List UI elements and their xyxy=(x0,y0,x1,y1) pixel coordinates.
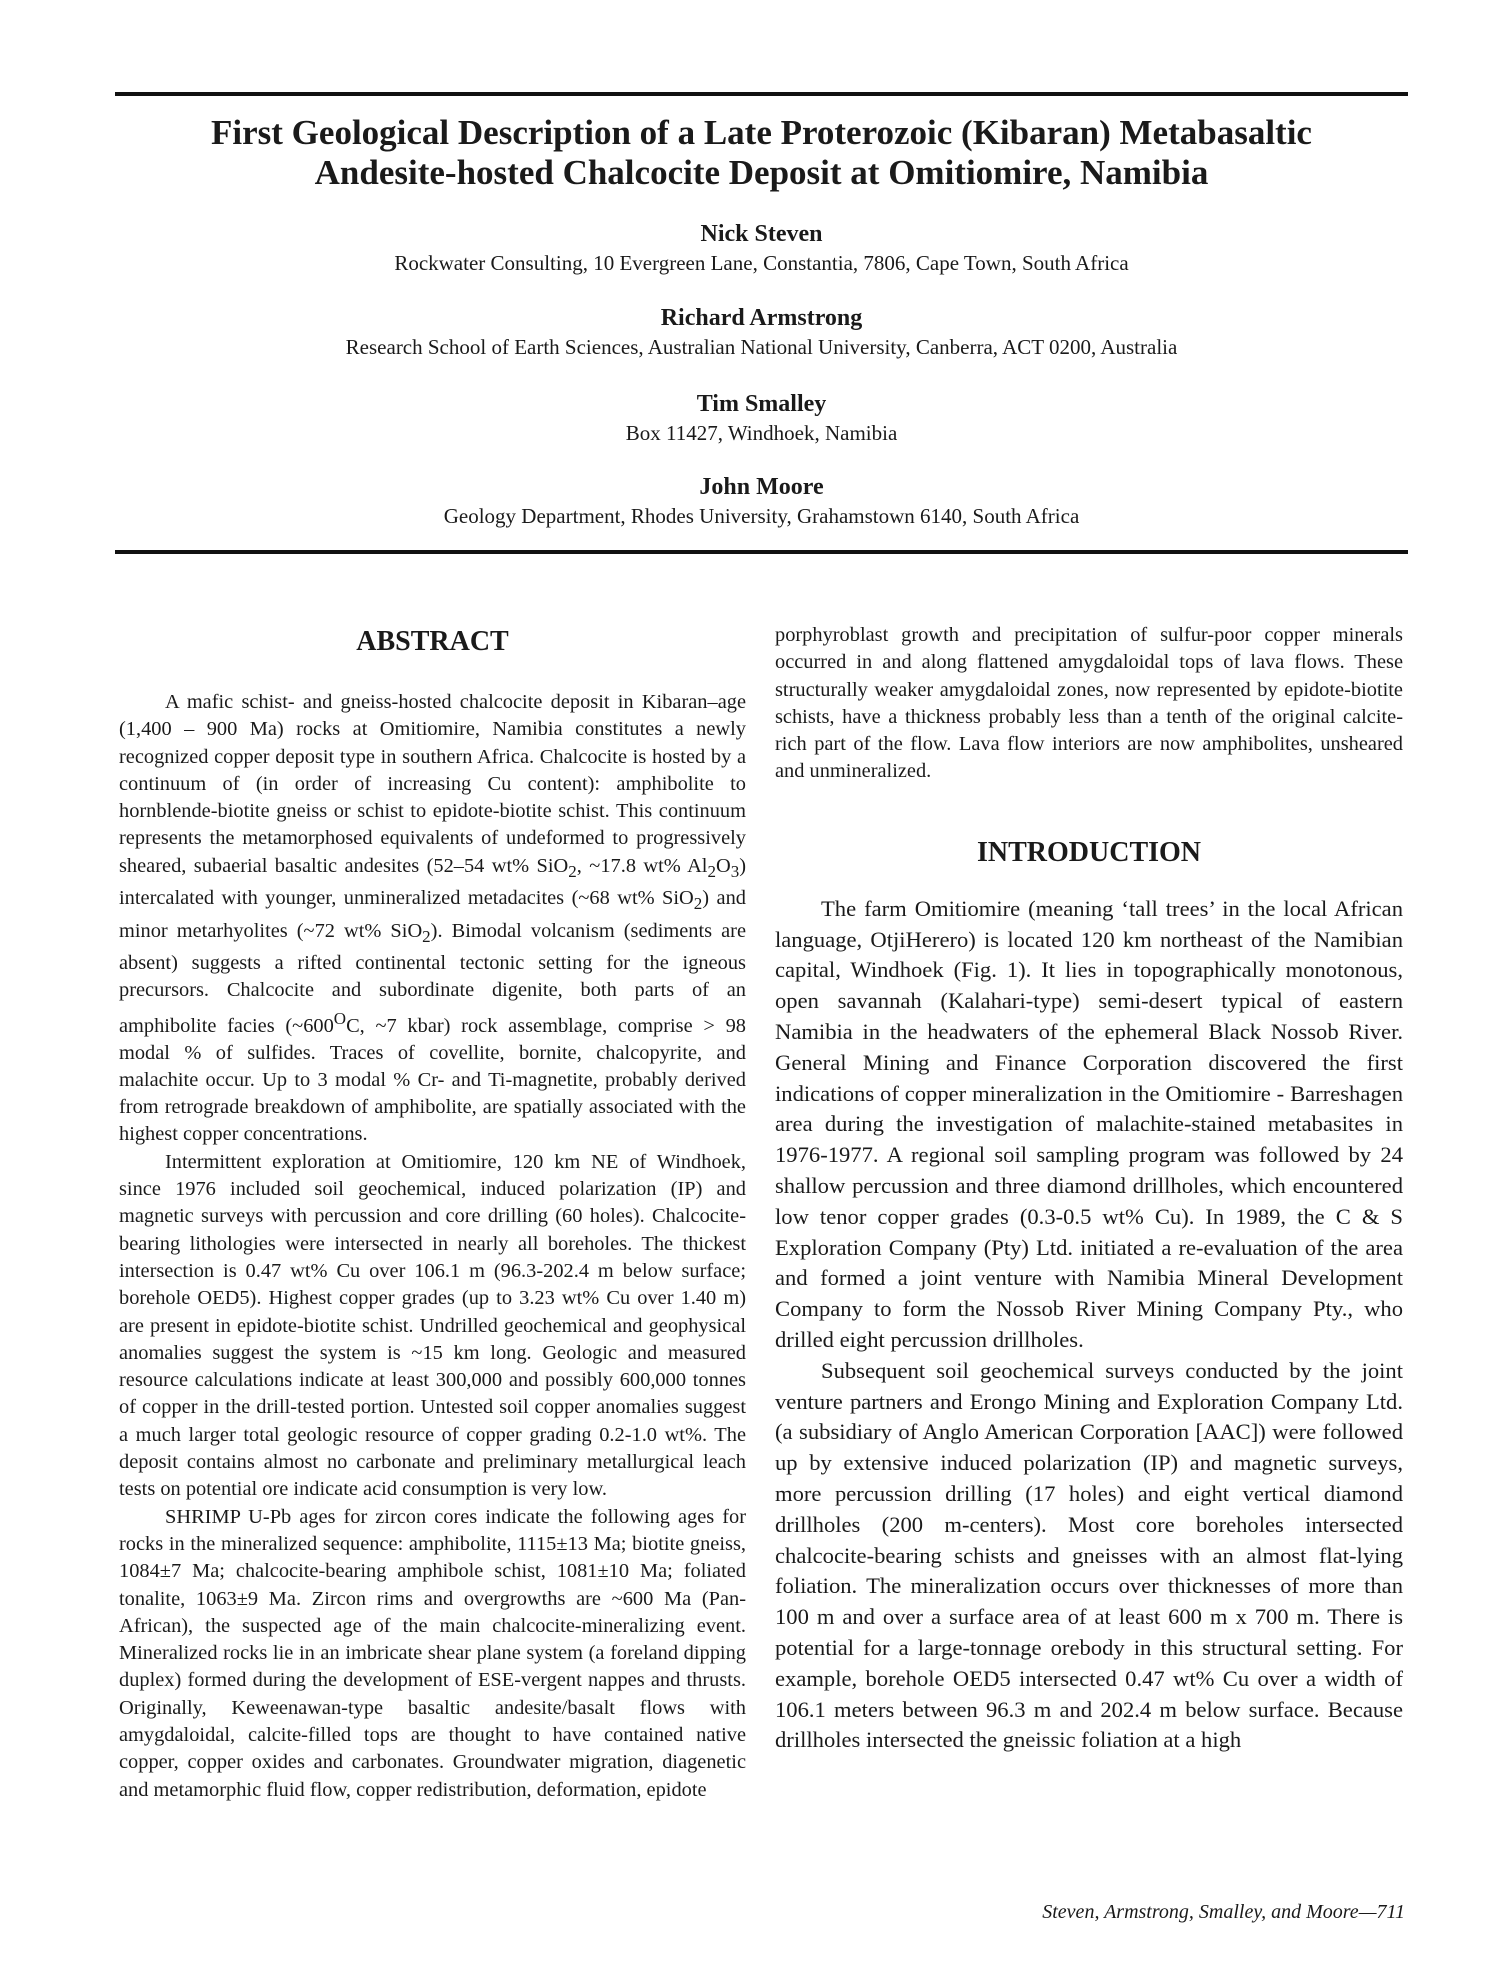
subscript: 3 xyxy=(730,861,740,881)
author-affiliation: Box 11427, Windhoek, Namibia xyxy=(625,421,898,445)
page-footer: Steven, Armstrong, Smalley, and Moore—711 xyxy=(1042,1901,1405,1923)
author-affiliation: Research School of Earth Sciences, Australian National University, Canberra, ACT 0200, Australia xyxy=(345,335,1178,359)
subscript: 2 xyxy=(568,861,577,881)
text-run: ) intercalated with younger, unmineralized metadacites (~68 wt% SiO xyxy=(119,854,746,910)
subscript: 2 xyxy=(693,894,703,914)
author-affiliation: Geology Department, Rhodes University, Grahamstown 6140, South Africa xyxy=(443,504,1080,528)
left-column xyxy=(119,621,746,1804)
author-name: Tim Smalley xyxy=(696,391,827,417)
header-bottom-rule xyxy=(115,550,1408,554)
superscript: O xyxy=(333,1008,347,1028)
author-name: John Moore xyxy=(699,474,824,500)
introduction-paragraph-1: The farm Omitiomire (meaning ‘tall trees’ in the local African language, OtjiHerero) is located 120 km northeast of the Namibian capital, Windhoek (Fig. 1). It lies in topographically monotonous, open savannah (Kalahari-type) semi-desert typical of eastern Namibia in the headwaters of the ephemeral Black Nossob River. General Mining and Finance Corporation discovered the first indications of copper mineralization in the Omitiomire - Barreshagen area during the investigation of malachite-stained metabasites in 1976-1977. A regional soil sampling program was followed by 24 shallow percussion and three diamond drillholes, which encountered low tenor copper grades (0.3-0.5 wt% Cu). In 1989, the C & S Exploration Company (Pty) Ltd. initiated a re-evaluation of the area and formed a joint venture with Namibia Mineral Development Company to form the Nossob River Mining Company Pty., who drilled eight percussion drillholes. xyxy=(775,895,1403,1352)
top-rule xyxy=(115,92,1408,96)
text-run: , ~17.8 wt% Al xyxy=(576,854,708,877)
author-block xyxy=(115,303,1408,361)
text-run: ) and minor metarhyolites (~72 wt% SiO xyxy=(119,887,746,942)
title-line-1: First Geological Description of a Late Proterozoic (Kibaran) Metabasaltic xyxy=(211,113,1312,152)
subscript: 2 xyxy=(422,926,431,946)
paper-title xyxy=(115,113,1408,193)
abstract-paragraph-1 xyxy=(119,689,746,1149)
author-name: Richard Armstrong xyxy=(660,305,863,331)
page-number: 711 xyxy=(1376,1901,1405,1923)
text-run: C, ~7 kbar) rock assemblage, comprise > 98 modal % of sulfides. Traces of covellite, bornite, chalcopyrite, and malachite occur. Up to 3 modal % Cr- and Ti-magnetite, probably derived from retrograde breakdown of amphibolite, are spatially associated with the highest copper concentrations. xyxy=(119,1014,746,1146)
introduction-paragraph-2: Subsequent soil geochemical surveys conducted by the joint venture partners and Erongo Mining and Exploration Company Ltd. (a subsidiary of Anglo American Corporation [AAC]) were followed up by extensive induced polarization (IP) and magnetic surveys, more percussion drilling (17 holes) and eight vertical diamond drillholes (200 m-centers). Most core boreholes intersected chalcocite-bearing schists and gneisses with an almost flat-lying foliation. The mineralization occurs over thicknesses of more than 100 m and over a surface area of at least 600 m x 700 m. There is potential for a large-tonnage orebody in this structural setting. For example, borehole OED5 intersected 0.47 wt% Cu over a width of 106.1 meters between 96.3 m and 202.4 m below surface. Because drillholes intersected the gneissic foliation at a high xyxy=(775,1357,1403,1753)
author-affiliation: Rockwater Consulting, 10 Evergreen Lane, Constantia, 7806, Cape Town, South Africa xyxy=(394,251,1129,275)
introduction-text xyxy=(775,894,1403,1756)
right-column xyxy=(775,622,1403,1756)
author-block xyxy=(115,219,1408,277)
author-name: Nick Steven xyxy=(700,221,823,247)
abstract-heading: ABSTRACT xyxy=(356,626,509,657)
abstract-continuation: porphyroblast growth and precipitation of sulfur-poor copper minerals occurred in and along flattened amygdaloidal tops of lava flows. These structurally weaker amygdaloidal zones, now represented by epidote-biotite schists, have a thickness probably less than a tenth of the original calcite-rich part of the flow. Lava flow interiors are now amphibolites, unsheared and unmineralized. xyxy=(775,624,1403,783)
abstract-paragraph-2: Intermittent exploration at Omitiomire, 120 km NE of Windhoek, since 1976 included soil geochemical, induced polarization (IP) and magnetic surveys with percussion and core drilling (60 holes). Chalcocite-bearing lithologies were intersected in nearly all boreholes. The thickest intersection is 0.47 wt% Cu over 106.1 m (96.3-202.4 m below surface; borehole OED5). Highest copper grades (up to 3.23 wt% Cu over 1.40 m) are present in epidote-biotite schist. Undrilled geochemical and geophysical anomalies suggest the system is ~15 km long. Geologic and measured resource calculations indicate at least 300,000 and possibly 600,000 tonnes of copper in the drill-tested portion. Untested soil copper anomalies suggest a much larger total geologic resource of copper grading 0.2-1.0 wt%. The deposit contains almost no carbonate and preliminary metallurgical leach tests on potential ore indicate acid consumption is very low. xyxy=(119,1150,746,1501)
abstract-paragraph-3: SHRIMP U-Pb ages for zircon cores indicate the following ages for rocks in the mineralized sequence: amphibolite, 1115±13 Ma; biotite gneiss, 1084±7 Ma; chalcocite-bearing amphibole schist, 1081±10 Ma; foliated tonalite, 1063±9 Ma. Zircon rims and overgrowths are ~600 Ma (Pan-African), the suspected age of the main chalcocite-mineralizing event. Mineralized rocks lie in an imbricate shear plane system (a foreland dipping duplex) formed during the development of ESE-vergent nappes and thrusts. Originally, Keweenawan-type basaltic andesite/basalt flows with amygdaloidal, calcite-filled tops are thought to have contained native copper, copper oxides and carbonates. Groundwater migration, diagenetic and metamorphic fluid flow, copper redistribution, deformation, epidote xyxy=(119,1505,746,1801)
text-run: A mafic schist- and gneiss-hosted chalcocite deposit in Kibaran–age (1,400 – 900 Ma) rocks at Omitiomire, Namibia constitutes a newly recognized copper deposit type in southern Africa. Chalcocite is hosted by a continuum of (in order of increasing Cu content): amphibolite to hornblende-biotite gneiss or schist to epidote-biotite schist. This continuum represents the metamorphosed equivalents of undeformed to progressively sheared, subaerial basaltic andesites (52–54 wt% SiO xyxy=(119,691,746,877)
subscript: 2 xyxy=(707,861,716,881)
title-line-2: Andesite-hosted Chalcocite Deposit at Omitiomire, Namibia xyxy=(314,153,1209,192)
author-block xyxy=(115,389,1408,447)
author-block xyxy=(115,472,1408,530)
introduction-heading: INTRODUCTION xyxy=(976,836,1202,868)
footer-authors: Steven, Armstrong, Smalley, and Moore xyxy=(1042,1901,1359,1923)
text-run: O xyxy=(715,854,731,877)
text-run: ). Bimodal volcanism (sediments are absent) suggests a rifted continental tectonic setting for the igneous precursors. Chalcocite and subordinate digenite, both parts of an amphibolite facies (~600 xyxy=(119,919,746,1037)
